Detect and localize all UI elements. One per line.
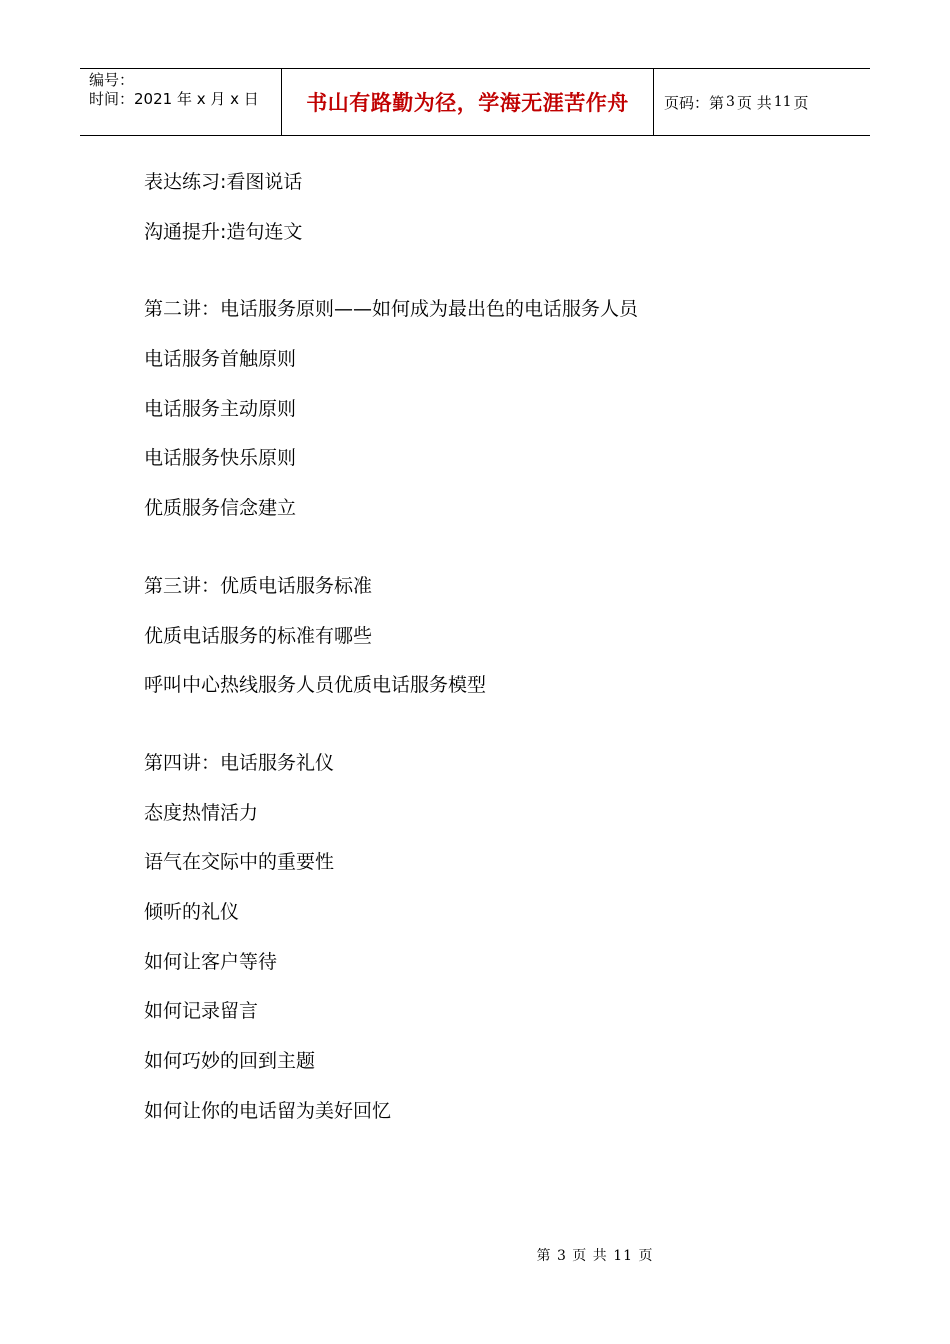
page-total: 11: [773, 94, 792, 110]
body-line: 电话服务主动原则: [144, 397, 297, 420]
page-prefix: 页码：第: [664, 93, 725, 112]
page-footer: 第 3 页 共 11 页: [536, 1248, 654, 1264]
body-line: 表达练习:看图说话: [144, 171, 303, 193]
header-motto: 书山有路勤为径，学海无涯苦作舟: [282, 69, 654, 135]
header-meta: [80, 69, 282, 135]
page-suffix: 页: [793, 93, 809, 112]
page-mid: 页 共: [736, 93, 772, 112]
body-line: 如何让客户等待: [144, 950, 278, 973]
body-line: 电话服务首触原则: [144, 348, 297, 371]
date-label: 时间：2021 年 x 月 x 日: [89, 90, 259, 108]
body-line: 呼叫中心热线服务人员优质电话服务模型: [144, 674, 487, 697]
document-body: [144, 168, 844, 1146]
body-line: 优质电话服务的标准有哪些: [144, 624, 373, 647]
body-line: 态度热情活力: [144, 801, 259, 824]
section-heading: 第二讲：电话服务原则——如何成为最出色的电话服务人员: [144, 298, 639, 321]
body-line: 沟通提升:造句连文: [144, 220, 303, 243]
section-heading: 第四讲：电话服务礼仪: [144, 751, 335, 774]
page-current: 3: [726, 94, 735, 110]
code-label: 编号：: [89, 71, 135, 89]
body-line: 电话服务快乐原则: [144, 447, 297, 470]
section-heading: 第三讲：优质电话服务标准: [144, 574, 373, 597]
body-line: 优质服务信念建立: [144, 497, 297, 520]
body-line: 如何让你的电话留为美好回忆: [144, 1099, 392, 1122]
body-line: 倾听的礼仪: [144, 900, 240, 923]
header-page-number: [654, 69, 870, 135]
page-header: [80, 68, 870, 136]
body-line: 语气在交际中的重要性: [144, 851, 335, 874]
body-line: 如何记录留言: [144, 1000, 259, 1023]
body-line: 如何巧妙的回到主题: [144, 1050, 316, 1072]
